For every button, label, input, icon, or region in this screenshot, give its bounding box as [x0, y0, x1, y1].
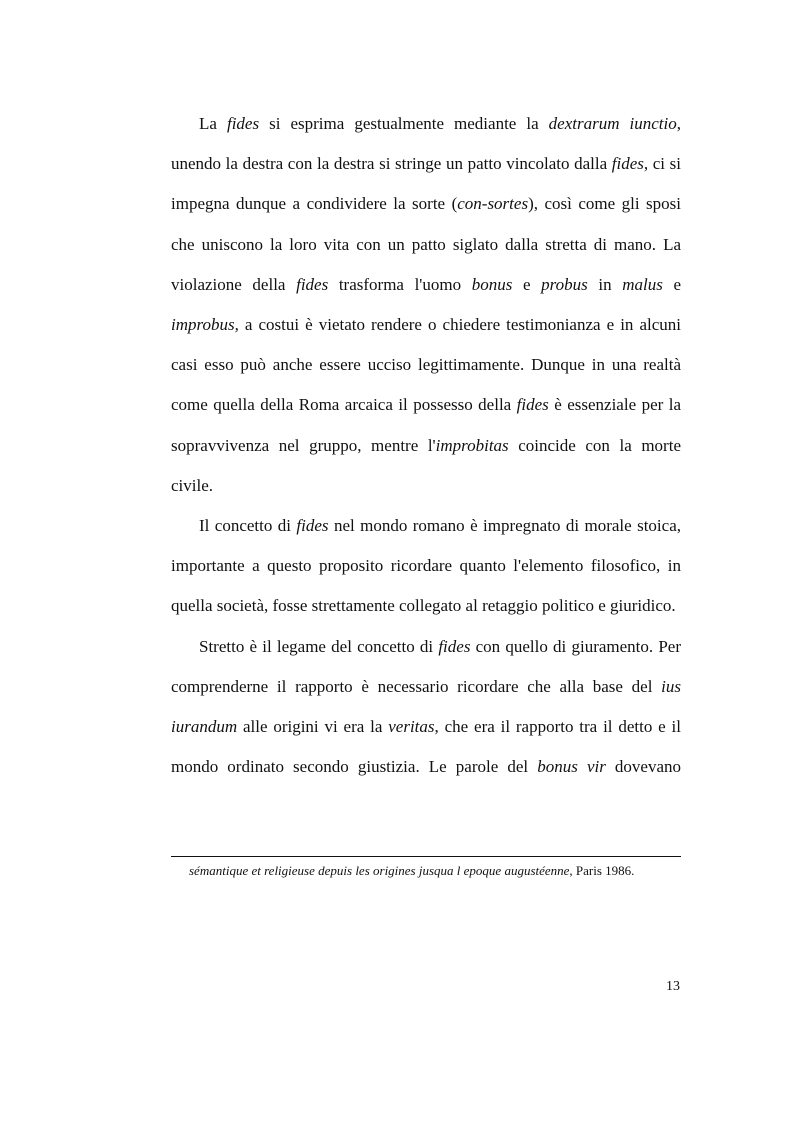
text-run: coincide con la morte civile.: [171, 435, 681, 495]
text-run: , ci si impegna dunque a condividere la sorte (: [171, 154, 681, 214]
italic-text-run: improbus,: [171, 315, 239, 335]
text-run: nel mondo romano è impregnato di morale stoica, importante a questo proposito ricordare quanto l'elemento filosofico, in quella società, fosse strettamente collegato al retaggio politico e giuridico.: [171, 516, 681, 616]
text-run: Il concetto di: [199, 516, 297, 536]
text-run: con quello di giuramento. Per comprenderne il rapporto è necessario ricordare che alla base del: [171, 636, 681, 696]
text-run: e: [662, 274, 682, 294]
text-run: in: [587, 274, 623, 294]
italic-text-run: bonus vir: [537, 757, 606, 777]
italic-text-run: malus: [622, 274, 663, 294]
italic-text-run: ius iurandum: [171, 676, 681, 737]
italic-text-run: fides: [226, 114, 260, 133]
footnote-separator: [171, 856, 681, 857]
italic-text-run: bonus: [471, 274, 513, 294]
text-run: , che era il rapporto tra il detto e il mondo ordinato secondo giustizia. Le parole del: [171, 717, 681, 777]
italic-text-run: dextrarum iunctio: [548, 114, 677, 133]
page-number: 13: [666, 979, 680, 994]
italic-text-run: probus: [541, 274, 588, 294]
italic-text-run: veritas: [388, 717, 435, 737]
text-run: dovevano: [605, 757, 682, 777]
paragraph-3: [171, 627, 681, 788]
text-run: ), così come gli sposi che uniscono la loro vita con un patto siglato dalla stretta di mano. La violazione della: [171, 194, 681, 294]
italic-text-run: fides: [296, 274, 329, 294]
italic-text-run: fides: [438, 636, 471, 656]
text-run: trasforma l'uomo: [328, 274, 472, 294]
italic-text-run: con-sortes: [457, 194, 529, 214]
text-run: e: [512, 274, 542, 294]
text-run: La: [199, 114, 227, 133]
italic-text-run: fides: [611, 154, 644, 174]
text-run: , unendo la destra con la destra si stringe un patto vincolato dalla: [171, 114, 681, 174]
text-run: si esprima gestualmente mediante la: [259, 114, 549, 133]
text-run: alle origini vi era la: [237, 717, 389, 737]
italic-text-run: improbitas: [435, 435, 509, 455]
text-run: a costui è vietato rendere o chiedere testimonianza e in alcuni casi esso può anche essere ucciso legittimamente. Dunque in una realtà come quella della Roma arcaica il possesso della: [171, 315, 681, 415]
footnote: [189, 862, 681, 880]
text-run: Stretto è il legame del concetto di: [199, 636, 439, 656]
text-run: , Paris 1986.: [569, 863, 635, 878]
italic-text-run: fides: [296, 516, 329, 536]
text-run: è essenziale per la sopravvivenza nel gruppo, mentre l': [171, 395, 681, 455]
italic-text-run: sémantique et religieuse depuis les origines jusqua l epoque augustéenne: [189, 863, 570, 878]
paragraph-2: [171, 506, 681, 627]
italic-text-run: fides: [516, 395, 549, 415]
paragraph-1: [171, 104, 681, 506]
body-text: [171, 104, 681, 787]
